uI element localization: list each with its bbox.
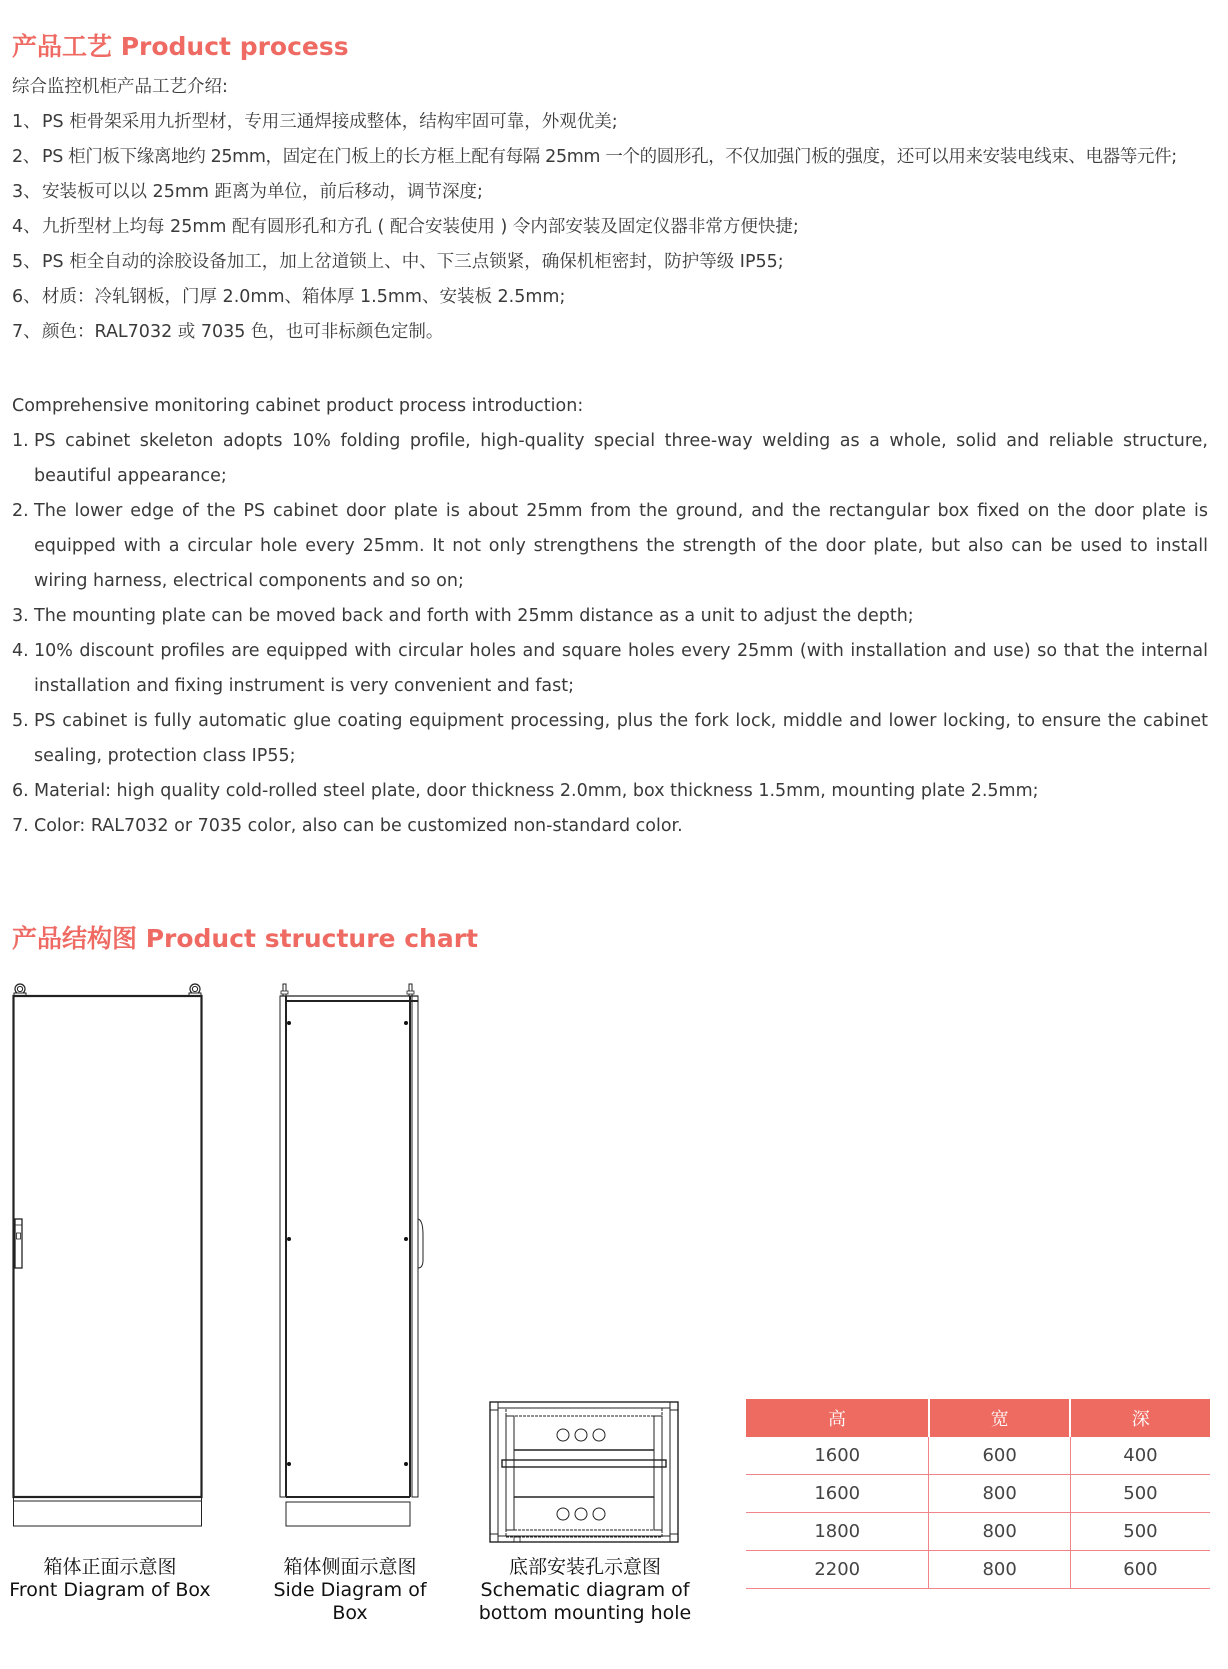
en-item: [12, 704, 1208, 774]
en-item: [12, 424, 1208, 494]
cell-width: 800: [929, 1475, 1070, 1513]
cn-item: [12, 245, 1208, 280]
table-header-row: [746, 1399, 1210, 1437]
en-item-text: PS cabinet is fully automatic glue coating equipment processing, plus the fork lock, middle and lower locking, to ensure the cabinet sealing, protection class IP55;: [34, 711, 1208, 766]
mounting-hole: [593, 1429, 605, 1441]
en-item: [12, 774, 1208, 809]
side-plinth: [286, 1502, 410, 1526]
cn-item: [12, 105, 1208, 140]
mounting-hole: [557, 1508, 569, 1520]
mounting-hole: [575, 1429, 587, 1441]
caption-en-line2: bottom mounting hole: [478, 1602, 692, 1624]
en-intro: Comprehensive monitoring cabinet product process introduction:: [12, 396, 584, 416]
cabinet-door: [14, 996, 202, 1497]
cn-item-text: 九折型材上均每 25mm 配有圆形孔和方孔 ( 配合安装使用 ) 令内部安装及固定仪器非常方便快捷;: [42, 217, 799, 237]
side-diagram-of-box: [275, 980, 435, 1540]
en-item: [12, 494, 1208, 599]
mounting-hole: [575, 1508, 587, 1520]
caption-cn: 底部安装孔示意图: [508, 1556, 661, 1578]
en-item-num: 5.: [12, 711, 29, 731]
table-row: [746, 1513, 1210, 1551]
caption-cn: 箱体正面示意图: [43, 1556, 177, 1578]
front-diagram-of-box: [10, 980, 210, 1540]
cn-item-num: 3、: [12, 182, 41, 202]
table-row: [746, 1475, 1210, 1513]
header-depth: 深: [1070, 1399, 1210, 1437]
cn-item-text: 安装板可以以 25mm 距离为单位，前后移动，调节深度;: [42, 182, 483, 202]
table-row: [746, 1551, 1210, 1589]
en-item-num: 6.: [12, 781, 29, 801]
en-item-text: The mounting plate can be moved back and forth with 25mm distance as a unit to adjust the depth;: [34, 606, 914, 626]
caption-en: Schematic diagram of: [480, 1579, 690, 1601]
cn-item-num: 4、: [12, 217, 41, 237]
cell-depth: 500: [1070, 1513, 1210, 1551]
en-item-text: Material: high quality cold-rolled steel plate, door thickness 2.0mm, box thickness 1.5mm, mounting plate 2.5mm;: [34, 781, 1039, 801]
header-height: 高: [746, 1399, 929, 1437]
mounting-hole: [557, 1429, 569, 1441]
cn-item-num: 1、: [12, 112, 41, 132]
header-width: 宽: [929, 1399, 1070, 1437]
cell-depth: 500: [1070, 1475, 1210, 1513]
side-frame-right: [412, 996, 418, 1497]
cn-intro: 综合监控机柜产品工艺介绍:: [12, 77, 228, 97]
cell-depth: 400: [1070, 1437, 1210, 1475]
cn-item: [12, 315, 1208, 350]
en-item-num: 3.: [12, 606, 29, 626]
caption-front-diagram: [0, 1556, 220, 1602]
side-handle: [418, 1219, 423, 1268]
cn-item: [12, 280, 1208, 315]
cell-depth: 600: [1070, 1551, 1210, 1589]
cell-width: 600: [929, 1437, 1070, 1475]
cell-width: 800: [929, 1551, 1070, 1589]
en-item: [12, 599, 1208, 634]
bottom-mounting-hole-diagram: [488, 1400, 680, 1550]
caption-cn: 箱体侧面示意图: [283, 1556, 417, 1578]
cell-height: 2200: [746, 1551, 929, 1589]
en-item-text: The lower edge of the PS cabinet door plate is about 25mm from the ground, and the rectangular box fixed on the door plate is equipped with a circular hole every 25mm. It not only strengthens the strength of the door plate, but also can be used to install wiring harness, electrical components and so on;: [34, 501, 1208, 591]
en-item-num: 7.: [12, 816, 29, 836]
cn-item-text: 材质：冷轧钢板，门厚 2.0mm、箱体厚 1.5mm、安装板 2.5mm;: [42, 287, 566, 307]
cn-item: [12, 210, 1208, 245]
cn-item-text: PS 柜骨架采用九折型材，专用三通焊接成整体，结构牢固可靠，外观优美;: [42, 112, 618, 132]
cn-item-text: 颜色：RAL7032 或 7035 色，也可非标颜色定制。: [42, 322, 444, 342]
cn-process-text: [12, 70, 1208, 350]
cn-item-num: 6、: [12, 287, 41, 307]
cn-item-num: 2、: [12, 147, 40, 167]
mounting-hole: [593, 1508, 605, 1520]
cn-item-text: PS 柜门板下缘离地约 25mm，固定在门板上的长方框上配有每隔 25mm 一个的圆形孔，不仅加强门板的强度，还可以用来安装电线束、电器等元件;: [42, 147, 1177, 167]
section-heading-structure-chart: 产品结构图 Product structure chart: [12, 924, 478, 953]
en-item-num: 1.: [12, 431, 29, 451]
caption-side-diagram: [255, 1556, 445, 1625]
cell-height: 1800: [746, 1513, 929, 1551]
en-item: [12, 809, 1208, 844]
caption-en: Front Diagram of Box: [9, 1579, 211, 1601]
en-process-text: [12, 389, 1208, 844]
section-heading-product-process: 产品工艺 Product process: [12, 32, 349, 61]
cn-item: [12, 140, 1208, 175]
cn-item-num: 5、: [12, 252, 41, 272]
cell-height: 1600: [746, 1437, 929, 1475]
en-item-text: PS cabinet skeleton adopts 10% folding profile, high-quality special three-way welding as a whole, solid and reliable structure, beautiful appearance;: [34, 431, 1208, 486]
size-spec-table: [746, 1399, 1210, 1589]
caption-en: Side Diagram of Box: [273, 1579, 427, 1624]
cell-height: 1600: [746, 1475, 929, 1513]
cn-item: [12, 175, 1208, 210]
en-item-text: 10% discount profiles are equipped with circular holes and square holes every 25mm (with installation and use) so that the internal installation and fixing instrument is very convenient and fast;: [34, 641, 1208, 696]
cell-width: 800: [929, 1513, 1070, 1551]
cn-item-text: PS 柜全自动的涂胶设备加工，加上岔道锁上、中、下三点锁紧，确保机柜密封，防护等级 IP55;: [42, 252, 784, 272]
en-item-num: 2.: [12, 501, 29, 521]
caption-bottom-diagram: [470, 1556, 700, 1625]
table-row: [746, 1437, 1210, 1475]
door-handle: [15, 1219, 22, 1268]
en-item: [12, 634, 1208, 704]
en-item-num: 4.: [12, 641, 29, 661]
cn-item-num: 7、: [12, 322, 41, 342]
en-item-text: Color: RAL7032 or 7035 color, also can be customized non-standard color.: [34, 816, 683, 836]
